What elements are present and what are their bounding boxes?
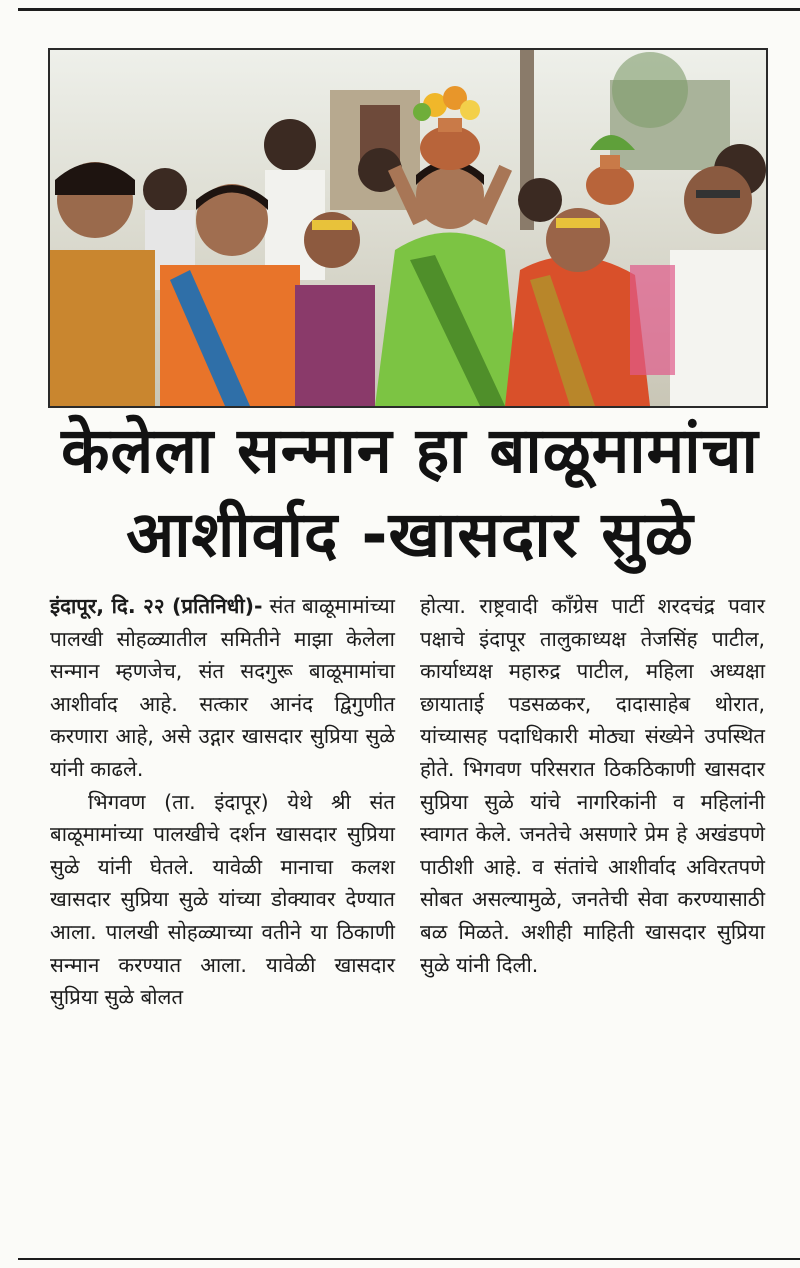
article-paragraph: भिगवण (ता. इंदापूर) येथे श्री संत बाळूमामांच्या पालखीचे दर्शन खासदार सुप्रिया सुळे यांनी घेतले. यावेळी मानाचा कलश खासदार सुप्रिया सुळे यांच्या डोक्यावर देण्यात आला. पालखी सोहळ्याच्या वतीने या ठिकाणी सन्मान करण्यात आला. यावेळी खासदार सुप्रिया सुळे बोलत [50, 789, 395, 1010]
top-rule [18, 8, 800, 11]
news-photo [48, 48, 768, 408]
dateline: इंदापूर, दि. २२ (प्रतिनिधी)- [50, 594, 263, 618]
article-column-left [50, 590, 395, 1014]
headline-line-2: आशीर्वाद -खासदार सुळे [126, 498, 694, 571]
article-paragraph: होत्या. राष्ट्रवादी काँग्रेस पार्टी शरदचंद्र पवार पक्षाचे इंदापूर तालुकाध्यक्ष तेजसिंह पाटील, कार्याध्यक्ष महारुद्र पाटील, महिला अध्यक्षा छायाताई पडसळकर, दादासाहेब थोरात, यांच्यासह पदाधिकारी मोठ्या संख्येने उपस्थित होते. भिगवण परिसरात ठिकठिकाणी खासदार सुप्रिया सुळे यांचे नागरिकांनी व महिलांनी स्वागत केले. जनतेचे असणारे प्रेम हे अखंडपणे पाठीशी आहे. व संतांचे आशीर्वाद अविरतपणे सोबत असल्यामुळे, जनतेची सेवा करण्यासाठी बळ मिळते. अशीही माहिती खासदार सुप्रिया सुळे यांनी दिली. [420, 594, 765, 977]
article-paragraph [50, 590, 395, 786]
headline-line-1: केलेला सन्मान हा बाळूमामांचा [61, 414, 759, 487]
lead-text: संत बाळूमामांच्या पालखी सोहळ्यातील समितीने माझा केलेला सन्मान म्हणजेच, संत सदगुरू बाळूमामांचा आशीर्वाद आहे. सत्कार आनंद द्विगुणीत करणारा आहे, असे उद्गार खासदार सुप्रिया सुळे यांनी काढले. [50, 594, 395, 781]
article-column-right [420, 590, 765, 981]
photo-illustration [50, 50, 766, 406]
bottom-rule [18, 1258, 800, 1260]
